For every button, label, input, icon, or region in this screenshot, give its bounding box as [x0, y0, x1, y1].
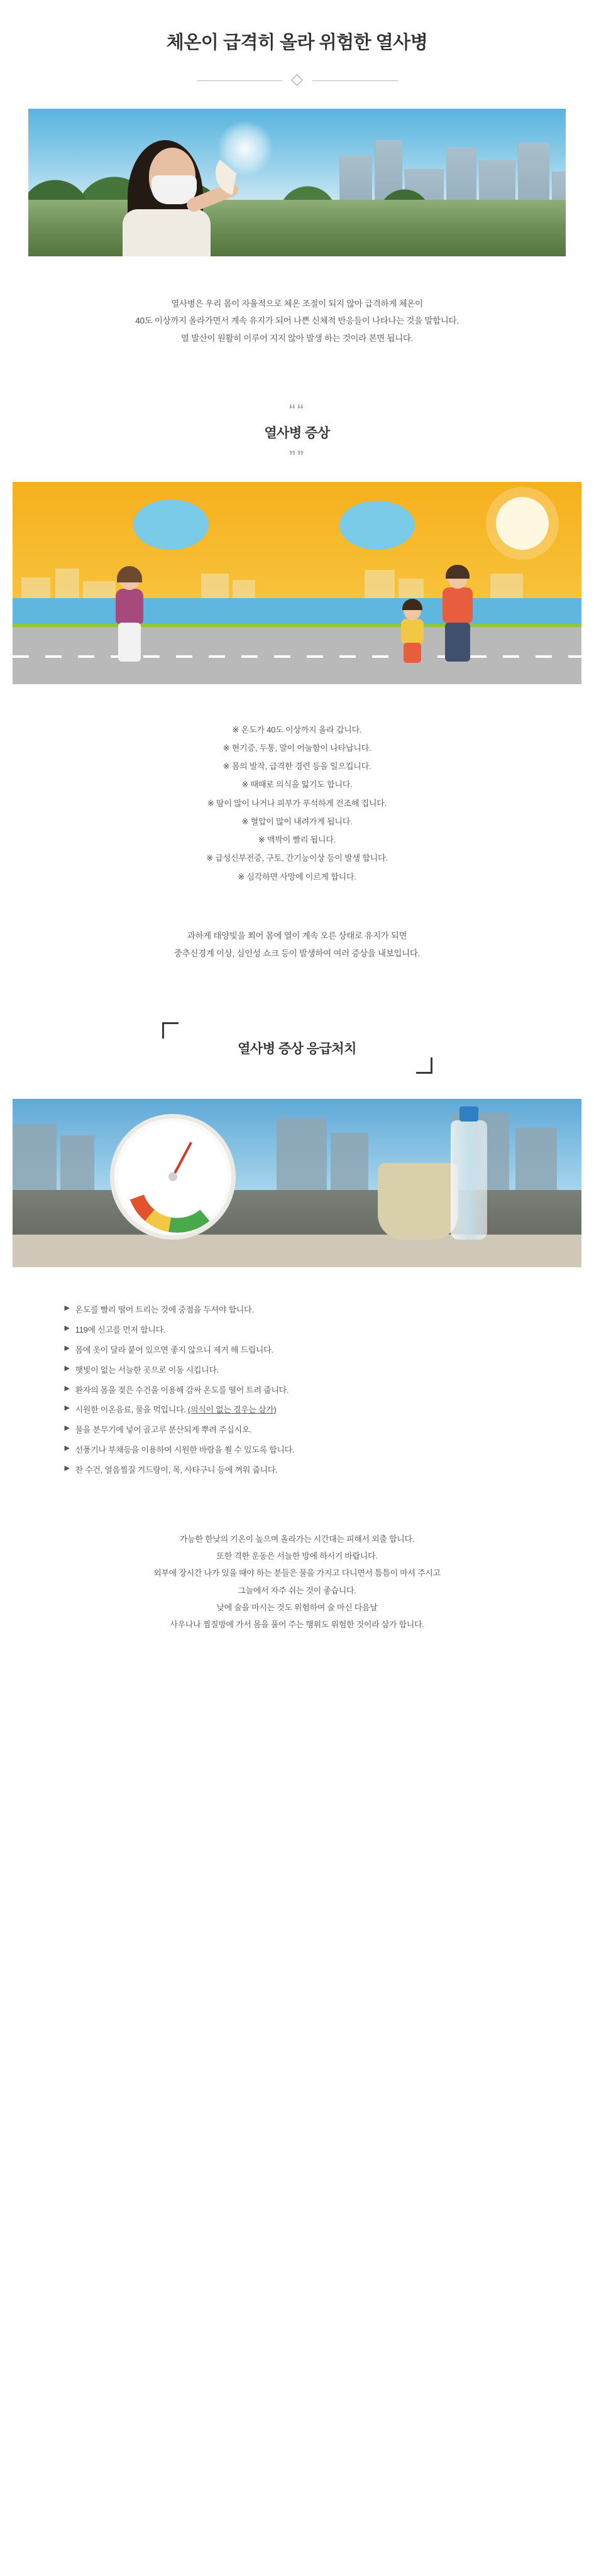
intro-line-1: 열사병은 우리 몸이 자율적으로 체온 조절이 되지 않아 급격하게 체온이 [171, 298, 423, 308]
symptom-item: ※ 때때로 의식을 잃기도 합니다. [241, 780, 353, 790]
illustration-woman [108, 569, 152, 663]
list-item [65, 1440, 530, 1460]
bullet-arrow-icon: ▶ [64, 1444, 70, 1453]
thought-bubble-drink [339, 501, 415, 550]
bullet-arrow-icon: ▶ [64, 1464, 70, 1472]
thermometer-gauge-icon [110, 1114, 236, 1240]
symptoms-title: 열사병 증상 [264, 425, 330, 440]
bullet-arrow-icon: ▶ [64, 1304, 70, 1313]
photo-thermometer-water-mask [13, 1099, 581, 1267]
photo-heat-illustration [13, 482, 581, 684]
list-item [65, 1340, 530, 1360]
bullet-arrow-icon: ▶ [64, 1324, 70, 1333]
diamond-shape [291, 74, 302, 85]
tip-text [75, 1400, 277, 1420]
bullet-arrow-icon: ▶ [64, 1424, 70, 1433]
list-item [65, 1460, 530, 1480]
divider-line-left [197, 80, 282, 81]
tip-text-main: 시원한 이온음료, 물을 먹입니다. [75, 1405, 188, 1415]
intro-paragraph [0, 295, 594, 347]
symptoms-note-line-2: 중추신경계 이상, 심인성 쇼크 등이 발생하여 여러 증상을 내보입니다. [173, 948, 421, 958]
firstaid-heading-block [162, 1022, 432, 1074]
bullet-arrow-icon: ▶ [64, 1364, 70, 1372]
closing-line-2: 또한 격한 운동은 서늘한 방에 하시기 바랍니다. [216, 1551, 378, 1561]
firstaid-tip-list [65, 1300, 530, 1480]
water-bottle-object [451, 1120, 487, 1240]
illustration-man [435, 567, 481, 663]
symptoms-note-line-1: 과하게 태양빛을 쬐어 몸에 열이 계속 오른 상태로 유지가 되면 [187, 931, 407, 941]
closing-line-6: 사우나나 찜질방에 가서 몸을 풀어 주는 행위도 위험한 것이라 삼가 합니다. [170, 1620, 424, 1630]
divider-line-right [312, 80, 398, 81]
symptom-item: ※ 급성신부전증, 구토, 간기능이상 등이 발생 합니다. [206, 853, 388, 863]
photo3-ledge [13, 1235, 581, 1267]
bullet-arrow-icon: ▶ [64, 1384, 70, 1392]
illustration-child [396, 598, 429, 663]
symptom-item: ※ 땀이 많이 나거나 피부가 푸석하게 건조해 집니다. [207, 798, 387, 808]
bracket-corner-top-left [162, 1022, 179, 1039]
symptom-item: ※ 현기증, 두통, 말이 어눌함이 나타납니다. [223, 743, 371, 753]
intro-line-2: 40도 이상까지 올라가면서 계속 유지가 되어 나쁜 신체적 반응들이 나타나는 것을 말합니다. [135, 316, 459, 326]
tip-text: 119에 신고를 먼저 합니다. [75, 1325, 166, 1335]
bullet-arrow-icon: ▶ [64, 1344, 70, 1352]
thought-bubble-umbrella [133, 499, 209, 550]
list-item [65, 1320, 530, 1340]
closing-paragraph [0, 1531, 594, 1678]
tip-text: 물을 분무기에 넣어 골고루 분산되게 뿌려 주십시오. [75, 1425, 252, 1435]
tip-text: 선풍기나 부채등을 이용하여 시원한 바람을 쐴 수 있도록 합니다. [75, 1445, 295, 1455]
diamond-divider [197, 75, 398, 86]
quote-mark-top: ““ [289, 401, 305, 417]
list-item [65, 1420, 530, 1440]
closing-line-4: 그늘에서 자주 쉬는 것이 좋습니다. [238, 1585, 356, 1595]
tip-text: 환자의 몸을 젖은 수건을 이용해 감싸 온도를 떨어 트려 줍니다. [75, 1385, 289, 1395]
bullet-arrow-icon: ▶ [64, 1404, 70, 1412]
title-block [0, 0, 594, 86]
intro-line-3: 열 발산이 원활히 이루어 지지 않아 발생 하는 것이라 본면 됩니다. [180, 333, 414, 343]
symptoms-note [0, 927, 594, 962]
symptom-item: ※ 몸의 발작, 급격한 경련 등을 일으킵니다. [223, 761, 371, 772]
symptom-item: ※ 심각하면 사망에 이르게 합니다. [238, 871, 356, 881]
firstaid-title: 열사병 증상 응급처치 [238, 1042, 356, 1057]
list-item [65, 1400, 530, 1420]
symptom-item: ※ 맥박이 빨리 됩니다. [258, 835, 336, 845]
tip-text: 햇빛이 없는 서늘한 곳으로 이동 시킵니다. [75, 1365, 219, 1375]
photo1-ground [28, 200, 566, 256]
symptom-list [0, 721, 594, 886]
photo-woman-fanning [28, 109, 566, 256]
quote-mark-bottom: ”” [289, 447, 305, 464]
photo2-river [13, 598, 581, 627]
closing-line-5: 낮에 술을 마시는 것도 위험하여 술 마신 다음날 [216, 1602, 378, 1612]
photo1-person [110, 115, 248, 256]
symptoms-heading-block [0, 403, 594, 463]
closing-line-1: 가능한 한낮의 기온이 높으며 올라가는 시간대는 피해서 외출 합니다. [179, 1534, 415, 1544]
photo1-body [123, 209, 211, 256]
list-item [65, 1380, 530, 1400]
symptom-item: ※ 혈압이 많이 내려가게 됩니다. [241, 816, 353, 826]
tip-text: 몸에 옷이 달라 붙어 있으면 좋지 않으니 제거 해 드립니다. [75, 1345, 273, 1355]
tip-text-underlined: (의식이 없는 경우는 삼가) [187, 1405, 277, 1415]
photo3-buildings [13, 1105, 581, 1193]
symptom-item: ※ 온도가 40도 이상까지 올라 갑니다. [232, 724, 362, 734]
closing-line-3: 외부에 장시간 나가 있을 때야 하는 분들은 물을 가지고 다니면서 틈틈이 마셔 주시고 [153, 1568, 441, 1578]
photo2-sun-icon [496, 497, 549, 550]
tip-text: 온도를 빨리 떨어 트리는 것에 중점을 두셔야 합니다. [75, 1305, 254, 1315]
page-title: 체온이 급격히 올라 위험한 열사병 [166, 33, 428, 53]
list-item [65, 1300, 530, 1320]
photo2-road-marking [13, 655, 581, 658]
mask-object [378, 1163, 458, 1240]
list-item [65, 1360, 530, 1380]
bracket-corner-bottom-right [416, 1057, 432, 1074]
tip-text: 찬 수건, 얼음찜질 겨드랑이, 목, 사타구니 등에 껴워 줍니다. [75, 1465, 278, 1475]
